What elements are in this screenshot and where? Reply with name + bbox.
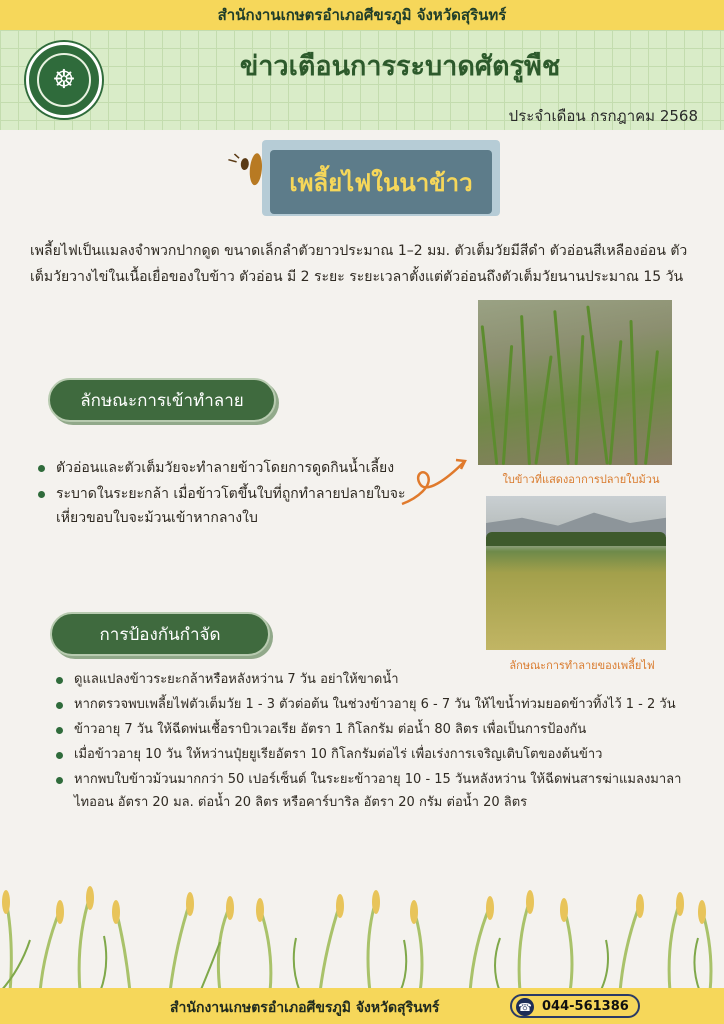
photo-caption-1: ใบข้าวที่แสดงอาการปลายใบม้วน <box>502 473 660 486</box>
phone-badge[interactable] <box>510 994 640 1018</box>
damage-heading-label: ลักษณะการเข้าทำลาย <box>80 390 244 411</box>
prevention-list <box>52 668 692 816</box>
agriculture-seal-icon: ☸ <box>26 42 102 118</box>
list-item: ตัวอ่อนและตัวเต็มวัยจะทำลายข้าวโดยการดูดกินน้ำเลี้ยง <box>34 456 414 480</box>
header <box>0 30 724 130</box>
damage-heading <box>48 378 276 422</box>
page-title: ข่าวเตือนการระบาดศัตรูพืช <box>239 51 561 82</box>
top-banner-text: สำนักงานเกษตรอำเภอศีขรภูมิ จังหวัดสุรินทร์ <box>217 6 507 24</box>
phone-icon: ☎ <box>516 998 534 1016</box>
footer <box>0 988 724 1024</box>
list-item: หากตรวจพบเพลี้ยไฟตัวเต็มวัย 1 - 3 ตัวต่อต้น ในช่วงข้าวอายุ 6 - 7 วัน ให้ไขน้ำท่วมยอดข้าวทิ้งไว้ 1 - 2 วัน <box>52 693 692 716</box>
list-item: หากพบใบข้าวม้วนมากกว่า 50 เปอร์เซ็นต์ ในระยะข้าวอายุ 10 - 15 วันหลังหว่าน ให้ฉีดพ่นสารฆ่าแมลงมาลาไทออน อัตรา 20 มล. ต่อน้ำ 20 ลิตร หรือคาร์บาริล อัตรา 20 กรัม ต่อน้ำ 20 ลิตร <box>52 768 692 814</box>
issue-date: ประจำเดือน กรกฎาคม 2568 <box>508 107 698 125</box>
list-item: ดูแลแปลงข้าวระยะกล้าหรือหลังหว่าน 7 วัน อย่าให้ขาดน้ำ <box>52 668 692 691</box>
curly-arrow-icon <box>398 450 470 512</box>
list-item: เมื่อข้าวอายุ 10 วัน ให้หว่านปุ๋ยยูเรียอัตรา 10 กิโลกรัมต่อไร่ เพื่อเร่งการเจริญเติบโตของต้นข้าว <box>52 743 692 766</box>
rice-field-photo <box>486 496 666 650</box>
pest-name: เพลี้ยไฟในนาข้าว <box>289 168 473 197</box>
prevention-heading-label: การป้องกันกำจัด <box>99 624 221 645</box>
list-item: ข้าวอายุ 7 วัน ให้ฉีดพ่นเชื้อราบิวเวอเรีย อัตรา 1 กิโลกรัม ต่อน้ำ 80 ลิตร เพื่อเป็นการป้องกัน <box>52 718 692 741</box>
phone-number: 044-561386 <box>542 999 629 1014</box>
top-banner <box>0 0 724 30</box>
list-item: ระบาดในระยะกล้า เมื่อข้าวโตขึ้นใบที่ถูกทำลายปลายใบจะเหี่ยวขอบใบจะม้วนเข้าหากลางใบ <box>34 482 414 530</box>
pest-intro: เพลี้ยไฟเป็นแมลงจำพวกปากดูด ขนาดเล็กลำตัวยาวประมาณ 1–2 มม. ตัวเต็มวัยมีสีดำ ตัวอ่อนสีเหลืองอ่อน ตัวเต็มวัยวางไข่ในเนื้อเยื่อของใบข้าว ตัวอ่อน มี 2 ระยะ ระยะเวลาตั้งแต่ตัวอ่อนถึงตัวเต็มวัยนานประมาณ 15 วัน <box>30 243 688 285</box>
rice-leaf-photo <box>478 300 672 465</box>
rice-grass-decoration <box>0 880 724 992</box>
damage-list <box>34 456 414 532</box>
footer-agency: สำนักงานเกษตรอำเภอศีขรภูมิ จังหวัดสุรินทร์ <box>170 1000 440 1016</box>
pest-title-box <box>252 140 508 220</box>
prevention-heading <box>50 612 270 656</box>
photo-caption-2: ลักษณะการทำลายของเพลี้ยไฟ <box>509 659 655 672</box>
